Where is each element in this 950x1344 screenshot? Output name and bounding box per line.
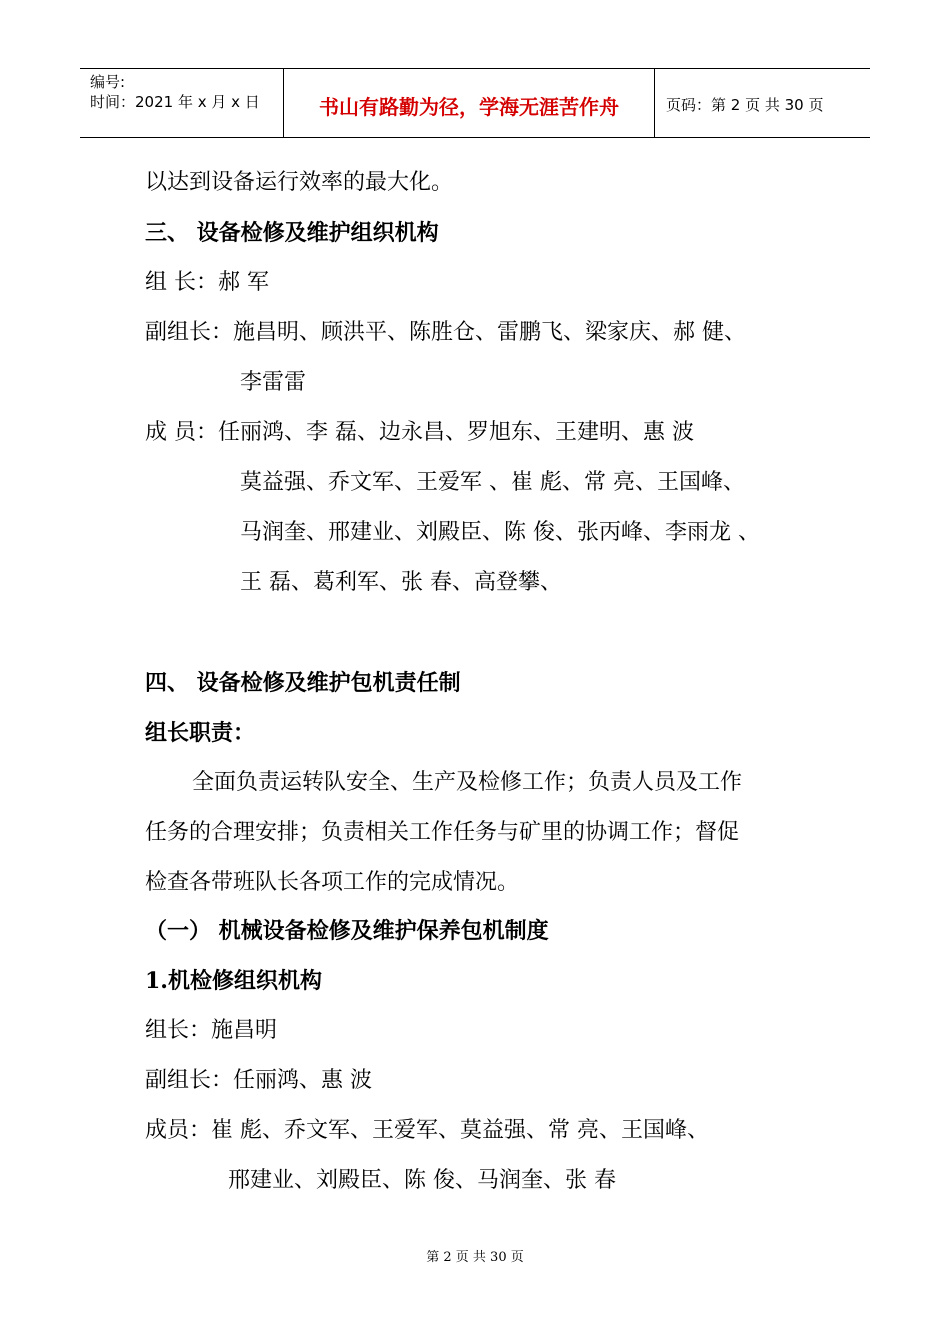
members-line: 莫益强、乔文军、王爱军 、崔 彪、常 亮、王国峰、 [240, 470, 745, 495]
group-leader-line: 组 长：郝 军 [145, 270, 269, 295]
subsection-heading: 组长职责： [145, 720, 256, 746]
doc-time-label: 时间：2021 年 x 月 x 日 [90, 93, 260, 111]
deputy-leaders-line: 副组长：任丽鸿、惠 波 [145, 1068, 372, 1093]
header-divider [654, 69, 655, 137]
section-heading: 四、 设备检修及维护包机责任制 [145, 670, 461, 696]
paragraph-line: 以达到设备运行效率的最大化。 [145, 170, 454, 195]
page-footer: 第 2 页 共 30 页 [426, 1250, 524, 1265]
doc-number-label: 编号: [90, 73, 126, 91]
group-leader-line: 组长：施昌明 [145, 1018, 278, 1043]
paragraph-line: 全面负责运转队安全、生产及检修工作；负责人员及工作 [192, 770, 743, 795]
header-meta [90, 72, 260, 112]
header-motto: 书山有路勤为径，学海无涯苦作舟 [319, 95, 619, 119]
deputy-leaders-line: 副组长：施昌明、顾洪平、陈胜仓、雷鹏飞、梁家庆、郝 健、 [145, 320, 746, 345]
section-heading: 三、 设备检修及维护组织机构 [145, 220, 439, 246]
paragraph-line: 检查各带班队长各项工作的完成情况。 [145, 870, 520, 895]
header-page-info: 页码：第 2 页 共 30 页 [666, 96, 824, 114]
members-line: 王 磊、葛利军、张 春、高登攀、 [240, 570, 562, 595]
page-header [80, 68, 870, 138]
deputy-leaders-line: 李雷雷 [240, 370, 307, 395]
subsection-heading: 1.机检修组织机构 [145, 968, 322, 994]
members-line: 成 员：任丽鸿、李 磊、边永昌、罗旭东、王建明、惠 波 [145, 420, 694, 445]
subsection-heading: （一） 机械设备检修及维护保养包机制度 [145, 918, 549, 944]
members-line: 成员：崔 彪、乔文军、王爱军、莫益强、常 亮、王国峰、 [145, 1118, 709, 1143]
members-line: 邢建业、刘殿臣、陈 俊、马润奎、张 春 [228, 1168, 616, 1193]
members-line: 马润奎、邢建业、刘殿臣、陈 俊、张丙峰、李雨龙 、 [240, 520, 760, 545]
paragraph-line: 任务的合理安排；负责相关工作任务与矿里的协调工作；督促 [145, 820, 740, 845]
